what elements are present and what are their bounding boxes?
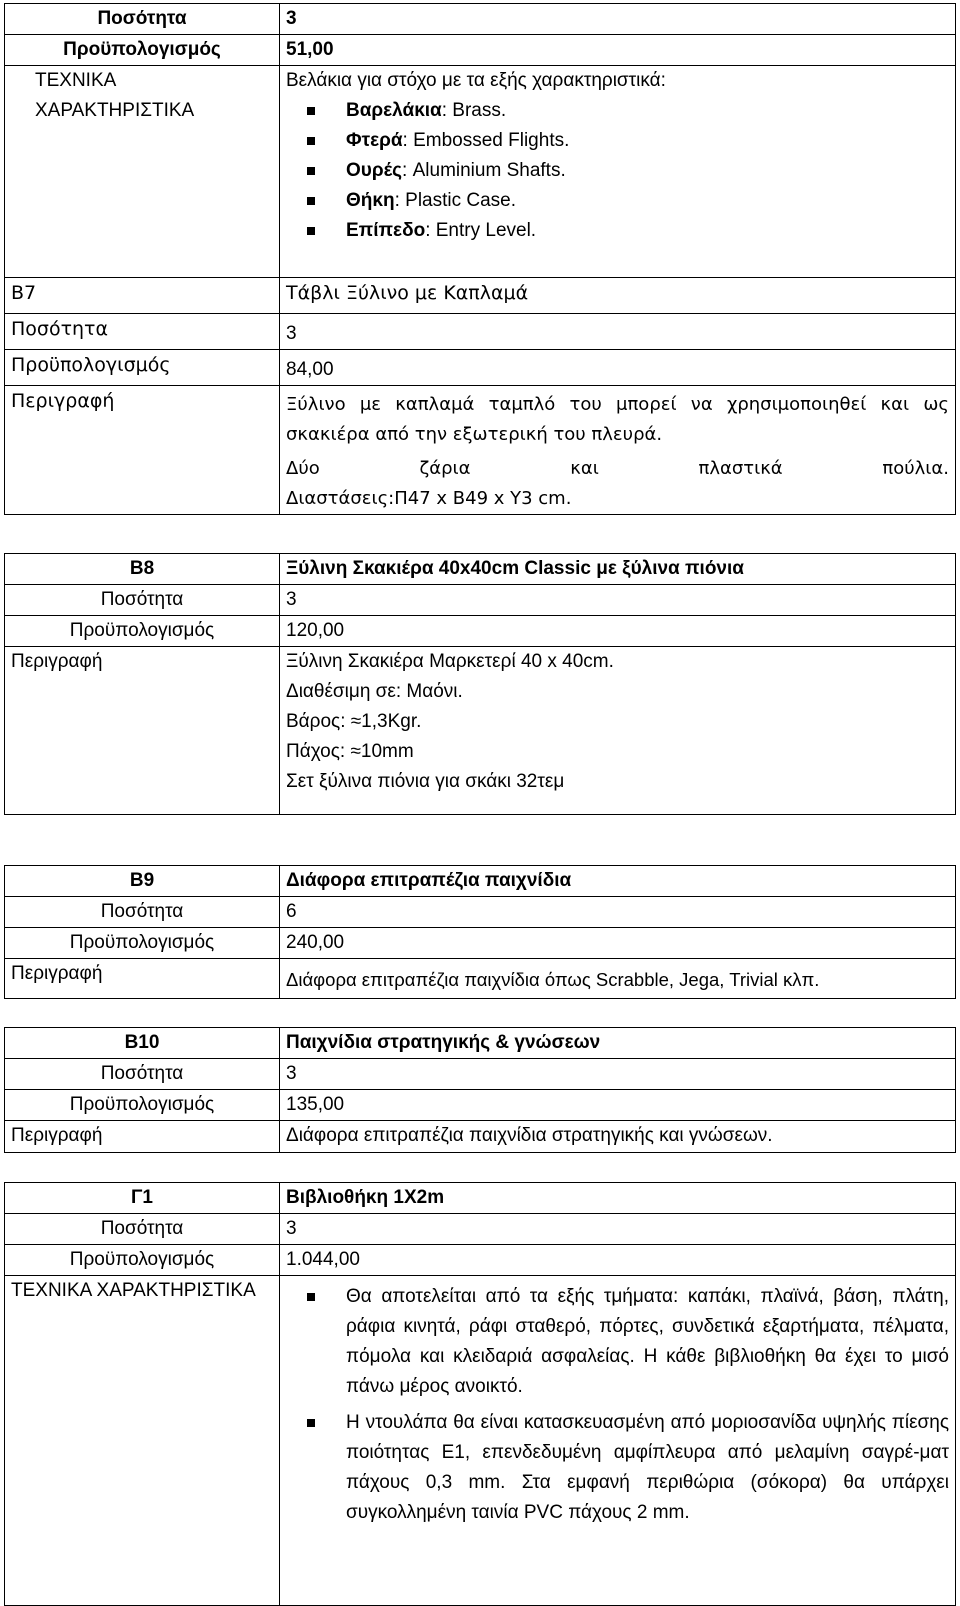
- tech-list: [286, 96, 949, 246]
- item-title: Παιχνίδια στρατηγικής & γνώσεων: [280, 1028, 956, 1059]
- desc-line: Ξύλινη Σκακιέρα Μαρκετερί 40 x 40cm.: [286, 651, 614, 672]
- budget-value: 51,00: [280, 35, 956, 66]
- budget-label: Προϋπολογισμός: [5, 616, 280, 647]
- desc-label: Περιγραφή: [5, 959, 280, 999]
- desc-label: Περιγραφή: [5, 1121, 280, 1153]
- desc-line: Πάχος: ≈10mm: [286, 741, 414, 762]
- item-code: Γ1: [5, 1183, 280, 1214]
- qty-label: Ποσότητα: [5, 1214, 280, 1245]
- spec-table-g1: [4, 1182, 956, 1606]
- item-title: Βιβλιοθήκη 1Χ2m: [280, 1183, 956, 1214]
- tech-specs: [280, 66, 956, 278]
- item-code: Β8: [5, 554, 280, 585]
- qty-label: Ποσότητα: [5, 897, 280, 928]
- item-code: Β7: [5, 278, 280, 314]
- tech-intro: Βελάκια για στόχο με τα εξής χαρακτηριστικά:: [286, 70, 666, 91]
- description: [280, 386, 956, 515]
- qty-label: Ποσότητα: [5, 314, 280, 350]
- budget-label: Προϋπολογισμός: [5, 350, 280, 386]
- budget-value: 84,00: [280, 350, 956, 386]
- tech-specs: [280, 1276, 956, 1606]
- desc-line: Βάρος: ≈1,3Kgr.: [286, 711, 422, 732]
- desc-label: Περιγραφή: [5, 386, 280, 515]
- description: Διάφορα επιτραπέζια παιχνίδια στρατηγικής και γνώσεων.: [280, 1121, 956, 1153]
- description: [280, 647, 956, 815]
- qty-label: Ποσότητα: [5, 4, 280, 35]
- tech-label: ΤΕΧΝΙΚΑ ΧΑΡΑΚΤΗΡΙΣΤΙΚΑ: [5, 66, 280, 278]
- qty-value: 3: [280, 314, 956, 350]
- item-code: Β9: [5, 866, 280, 897]
- desc-line: Διαθέσιμη σε: Μαόνι.: [286, 681, 463, 702]
- tech-label: ΤΕΧΝΙΚΑ ΧΑΡΑΚΤΗΡΙΣΤΙΚΑ: [5, 1276, 280, 1606]
- desc-paragraph: Δύο ζάρια και πλαστικά πούλια.: [286, 458, 949, 479]
- qty-value: 3: [280, 585, 956, 616]
- budget-value: 240,00: [280, 928, 956, 959]
- qty-value: 3: [280, 1059, 956, 1090]
- list-item: Θα αποτελείται από τα εξής τμήματα: καπάκι, πλαϊνά, βάση, πλάτη, ράφια κινητά, ράφι σταθερό, πόρτες, συνδετικά εξαρτήματα, πέλματα, πόμολα και κλειδαριά ασφαλείας. Η κάθε βιβλιοθήκη θα έχει το μισό πάνω μέρος ανοικτό.: [346, 1282, 949, 1402]
- qty-value: 6: [280, 897, 956, 928]
- desc-line: Σετ ξύλινα πιόνια για σκάκι 32τεμ: [286, 771, 565, 792]
- item-title: Διάφορα επιτραπέζια παιχνίδια: [280, 866, 956, 897]
- budget-label: Προϋπολογισμός: [5, 1245, 280, 1276]
- budget-value: 1.044,00: [280, 1245, 956, 1276]
- budget-value: 120,00: [280, 616, 956, 647]
- description: Διάφορα επιτραπέζια παιχνίδια όπως Scrabble, Jega, Trivial κλπ.: [280, 959, 956, 999]
- desc-label: Περιγραφή: [5, 647, 280, 815]
- list-item: Ουρές: Aluminium Shafts.: [346, 156, 949, 186]
- list-item: Θήκη: Plastic Case.: [346, 186, 949, 216]
- spec-table-b9: [4, 865, 956, 999]
- qty-label: Ποσότητα: [5, 1059, 280, 1090]
- spec-table-b6-b7: [4, 3, 956, 515]
- qty-value: 3: [280, 1214, 956, 1245]
- list-item: Επίπεδο: Entry Level.: [346, 216, 949, 246]
- list-item: Η ντουλάπα θα είναι κατασκευασμένη από μοριοσανίδα υψηλής πίεσης ποιότητας Ε1, επενδεδυμένη αμφίπλευρα από μελαμίνη σαγρέ-ματ πάχους 0,3 mm. Στα εμφανή περιθώρια (σόκορα) θα υπάρχει συγκολλημένη ταινία PVC πάχους 2 mm.: [346, 1408, 949, 1528]
- budget-label: Προϋπολογισμός: [5, 1090, 280, 1121]
- item-title: Ξύλινη Σκακιέρα 40x40cm Classic με ξύλινα πιόνια: [280, 554, 956, 585]
- item-title: Τάβλι Ξύλινο με Καπλαμά: [280, 278, 956, 314]
- spec-table-b10: [4, 1027, 956, 1153]
- desc-paragraph: Ξύλινο με καπλαμά ταμπλό του μπορεί να χρησιμοποιηθεί και ως σκακιέρα από την εξωτερική του πλευρά.: [286, 394, 949, 445]
- qty-label: Ποσότητα: [5, 585, 280, 616]
- budget-label: Προϋπολογισμός: [5, 928, 280, 959]
- list-item: Φτερά: Embossed Flights.: [346, 126, 949, 156]
- qty-value: 3: [280, 4, 956, 35]
- desc-paragraph: Διαστάσεις:Π47 x Β49 x Υ3 cm.: [286, 488, 572, 509]
- list-item: Βαρελάκια: Brass.: [346, 96, 949, 126]
- tech-list: [286, 1282, 949, 1528]
- budget-value: 135,00: [280, 1090, 956, 1121]
- spec-table-b8: [4, 553, 956, 815]
- budget-label: Προϋπολογισμός: [5, 35, 280, 66]
- item-code: Β10: [5, 1028, 280, 1059]
